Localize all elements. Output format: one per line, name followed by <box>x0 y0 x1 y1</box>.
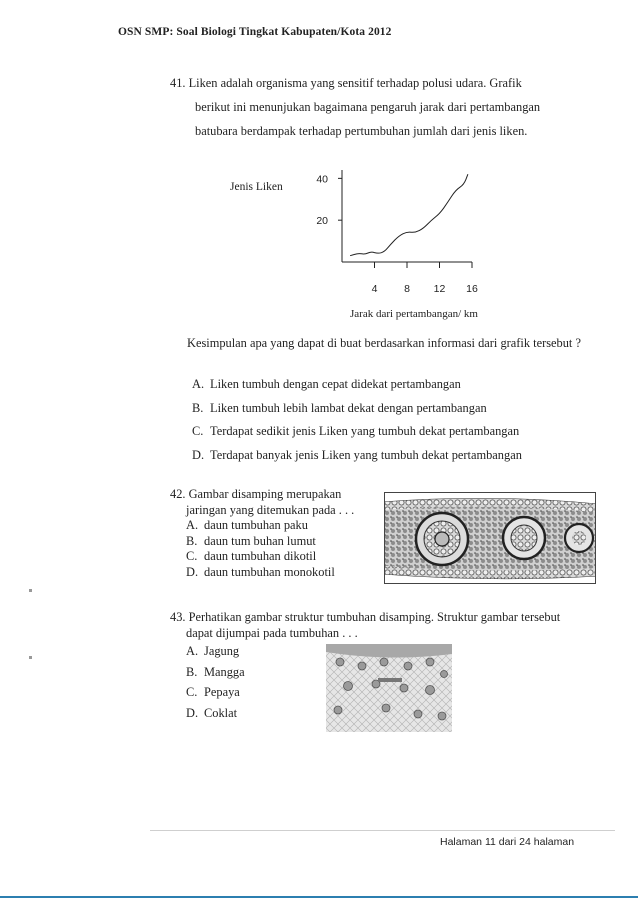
option-letter: D. <box>192 447 205 462</box>
q41-options <box>192 373 522 467</box>
option-letter: C. <box>186 549 198 563</box>
q41-option-c[interactable] <box>192 420 522 444</box>
option-letter: D. <box>186 564 199 579</box>
q42-option-c[interactable] <box>170 549 354 565</box>
q42-option-a[interactable] <box>170 518 354 534</box>
page-number: Halaman 11 dari 24 halaman <box>440 836 575 848</box>
option-letter: B. <box>186 533 198 548</box>
question-42 <box>170 487 354 580</box>
x-tick-label: 8 <box>404 283 410 295</box>
option-letter: B. <box>186 664 198 679</box>
y-tick-label: 20 <box>316 215 328 228</box>
option-text: daun tum buhan lumut <box>204 533 316 548</box>
option-letter: C. <box>186 685 198 699</box>
q42-line-1: 42. Gambar disamping merupakan <box>170 487 342 501</box>
question-41 <box>170 75 590 147</box>
option-letter: A. <box>192 377 205 391</box>
stem-cross-section-image <box>326 644 452 732</box>
option-text: daun tumbuhan monokotil <box>204 564 335 579</box>
option-text: Terdapat sedikit jenis Liken yang tumbuh dekat pertambangan <box>210 424 520 438</box>
q43-line-2: dapat dijumpai pada tumbuhan . . . <box>186 626 358 640</box>
x-tick-label: 16 <box>466 283 478 295</box>
option-letter: D. <box>186 705 199 720</box>
option-text: Terdapat banyak jenis Liken yang tumbuh dekat pertambangan <box>210 447 522 462</box>
q42-line-2: jaringan yang ditemukan pada . . . <box>186 502 355 517</box>
q42-option-d[interactable] <box>170 565 354 581</box>
footer-rule <box>150 830 615 831</box>
chart-x-axis-label: Jarak dari pertambangan/ km <box>350 308 478 320</box>
q41-option-a[interactable] <box>192 373 522 397</box>
option-text: Liken tumbuh dengan cepat didekat pertambangan <box>210 377 461 391</box>
x-tick-label: 12 <box>433 283 446 295</box>
q41-line-2: berikut ini menunjukan bagaimana pengaruh jarak dari pertambangan <box>195 100 541 114</box>
option-letter: A. <box>186 644 199 658</box>
option-text: Jagung <box>204 644 240 658</box>
page-header: OSN SMP: Soal Biologi Tingkat Kabupaten/Kota 2012 <box>118 26 392 38</box>
q43-line-1: 43. Perhatikan gambar struktur tumbuhan disamping. Struktur gambar tersebut <box>170 610 561 624</box>
option-letter: B. <box>192 400 204 415</box>
y-tick-label: 40 <box>316 173 328 186</box>
scan-mark <box>29 589 32 592</box>
option-text: Liken tumbuh lebih lambat dekat dengan pertambangan <box>210 400 487 415</box>
scan-mark <box>29 656 32 659</box>
q41-option-d[interactable] <box>192 444 522 468</box>
option-text: daun tumbuhan dikotil <box>204 549 317 563</box>
q41-conclusion: Kesimpulan apa yang dapat di buat berdasarkan informasi dari grafik tersebut ? <box>187 336 581 350</box>
q41-option-b[interactable] <box>192 397 522 421</box>
lichen-distance-chart <box>300 155 500 305</box>
chart-y-axis-label: Jenis Liken <box>230 181 283 193</box>
option-text: Coklat <box>204 705 238 720</box>
bottom-border-rule <box>0 896 638 898</box>
chart-series-line <box>350 174 468 256</box>
x-tick-label: 4 <box>371 283 378 295</box>
option-text: daun tumbuhan paku <box>204 518 308 532</box>
q41-line-3: batubara berdampak terhadap pertumbuhan jumlah dari jenis liken. <box>195 124 528 138</box>
leaf-cross-section-image <box>384 492 596 584</box>
option-letter: A. <box>186 518 199 532</box>
option-text: Mangga <box>204 664 245 679</box>
q41-line-1: 41. Liken adalah organisma yang sensitif terhadap polusi udara. Grafik <box>170 76 522 90</box>
option-text: Pepaya <box>204 685 240 699</box>
q42-option-b[interactable] <box>170 534 354 550</box>
option-letter: C. <box>192 424 204 438</box>
